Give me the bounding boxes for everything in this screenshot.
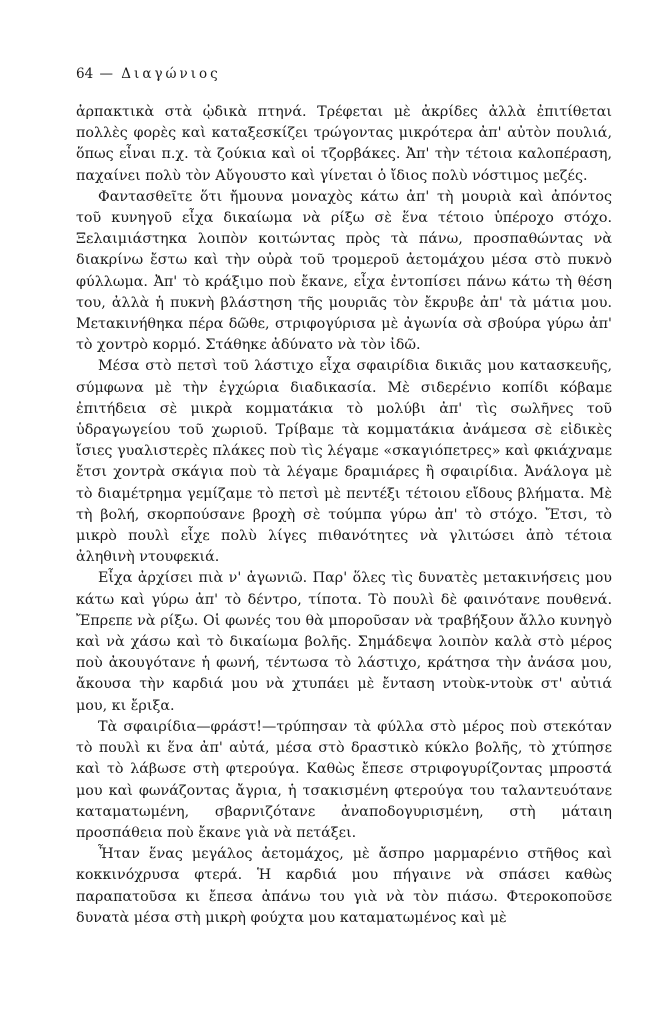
paragraph: ἁρπακτικὰ στὰ ᾠδικὰ πτηνά. Τρέφεται μὲ ἀκρίδες ἀλλὰ ἐπιτίθεται πολλὲς φορὲς καὶ καταξεσκίζει τρώγοντας μικρότερα ἀπ' αὐτὸν πουλιά, ὅπως εἶναι π.χ. τὰ ζούκια καὶ οἱ τζορβάκες. Ἀπ' τὴν τέτοια καλοπέραση, παχαίνει πολὺ τὸν Αὔγουστο καὶ γίνεται ὁ ἴδιος πολὺ νόστιμος μεζές. — [76, 104, 612, 184]
paragraph: Εἶχα ἀρχίσει πιὰ ν' ἀγωνιῶ. Παρ' ὅλες τὶς δυνατὲς μετακινήσεις μου κάτω καὶ γύρω ἀπ' τὸ δέντρο, τίποτα. Τὸ πουλὶ δὲ φαινότανε πουθενά. Ἔπρεπε νὰ ρίξω. Οἱ φωνές του θὰ μποροῦσαν νὰ τραβήξουν ἄλλο κυνηγὸ καὶ νὰ χάσω καὶ τὸ δικαίωμα βολῆς. Σημάδεψα λοιπὸν καλὰ στὸ μέρος ποὺ ἀκουγότανε ἡ φωνή, τέντωσα τὸ λάστιχο, κράτησα τὴν ἀνάσα μου, ἄκουσα τὴν καρδιά μου νὰ χτυπάει μὲ ἔνταση ντοὺκ-ντοὺκ στ' αὐτιά μου, κι ἔριξα. — [76, 570, 612, 714]
running-title: Διαγώνιος — [121, 66, 221, 82]
paragraph: Μέσα στὸ πετσὶ τοῦ λάστιχο εἶχα σφαιρίδια δικιᾶς μου κατασκευῆς, σύμφωνα μὲ τὴν ἐγχώρια διαδικασία. Μὲ σιδερένιο κοπίδι κόβαμε ἐπιτήδεια σὲ μικρὰ κομματάκια τὸ μολύβι ἀπ' τὶς σωλῆνες τοῦ ὑδραγωγείου τοῦ χωριοῦ. Τρίβαμε τὰ κομματάκια ἀνάμεσα σὲ εἰδικὲς ἴσιες γυαλιστερὲς πλάκες ποὺ τὶς λέγαμε «σκαγιόπετρες» καὶ φκιάχναμε ἔτσι χοντρὰ σκάγια ποὺ τὰ λέγαμε δραμιάρες ἢ σφαιρίδια. Ἀνάλογα μὲ τὸ διαμέτρημα γεμίζαμε τὸ πετσὶ μὲ πεντέξι τέτοιου εἴδους βλήματα. Μὲ τὴ βολή, σκορπούσανε βροχὴ σὲ τούμπα γύρω ἀπ' τὸ στόχο. Ἔτσι, τὸ μικρὸ πουλὶ εἶχε πολὺ λίγες πιθανότητες νὰ γλιτώσει ἀπὸ τέτοια ἀληθινὴ ντουφεκιά. — [76, 358, 612, 566]
book-page — [76, 64, 612, 929]
paragraph: Ἦταν ἕνας μεγάλος ἀετομάχος, μὲ ἄσπρο μαρμαρένιο στῆθος καὶ κοκκινόχρυσα φτερά. Ἡ καρδιά μου πήγαινε νὰ σπάσει καθὼς παραπατοῦσα κι ἔπεσα ἀπάνω του γιὰ νὰ τὸν πιάσω. Φτεροκοποῦσε δυνατὰ μέσα στὴ μικρὴ φούχτα μου καταματωμένος καὶ μὲ — [76, 846, 612, 926]
header-dash: — — [99, 66, 115, 82]
running-head — [76, 64, 612, 84]
paragraph: Φαντασθεῖτε ὅτι ἤμουνα μοναχὸς κάτω ἀπ' τὴ μουριὰ καὶ ἀπόντος τοῦ κυνηγοῦ εἶχα δικαίωμα νὰ ρίξω σὲ ἕνα τέτοιο ὑπέροχο στόχο. Ξελαιμιάστηκα λοιπὸν κοιτώντας πρὸς τὰ πάνω, προσπαθώντας νὰ διακρίνω ἔστω καὶ τὴν οὐρὰ τοῦ τρομεροῦ ἀετομάχου μέσα στὸ πυκνὸ φύλλωμα. Ἀπ' τὸ κράξιμο ποὺ ἔκανε, εἶχα ἐντοπίσει πάνω κάτω τὴ θέση του, ἀλλὰ ἡ πυκνὴ βλάστηση τῆς μουριᾶς τὸν ἔκρυβε ἀπ' τὰ μάτια μου. Μετακινήθηκα πέρα δῶθε, στριφογύρισα μὲ ἀγωνία σὰ σβούρα γύρω ἀπ' τὸ χοντρὸ κορμό. Στάθηκε ἀδύνατο νὰ τὸν ἰδῶ. — [76, 188, 612, 354]
page-number: 64 — [76, 66, 94, 82]
paragraph: Τὰ σφαιρίδια—φράστ!—τρύπησαν τὰ φύλλα στὸ μέρος ποὺ στεκόταν τὸ πουλὶ κι ἕνα ἀπ' αὐτά, μέσα στὸ δραστικὸ κύκλο βολῆς, τὸ χτύπησε καὶ τὸ λάβωσε στὴ φτερούγα. Καθὼς ἔπεσε στριφογυρίζοντας μπροστά μου καὶ φωνάζοντας ἄγρια, ἡ τσακισμένη φτερούγα του ταλαντευότανε καταματωμένη, σβαρνιζότανε ἀναποδογυρισμένη, στὴ μάταιη προσπάθεια ποὺ ἔκανε γιὰ νὰ πετάξει. — [76, 718, 612, 841]
